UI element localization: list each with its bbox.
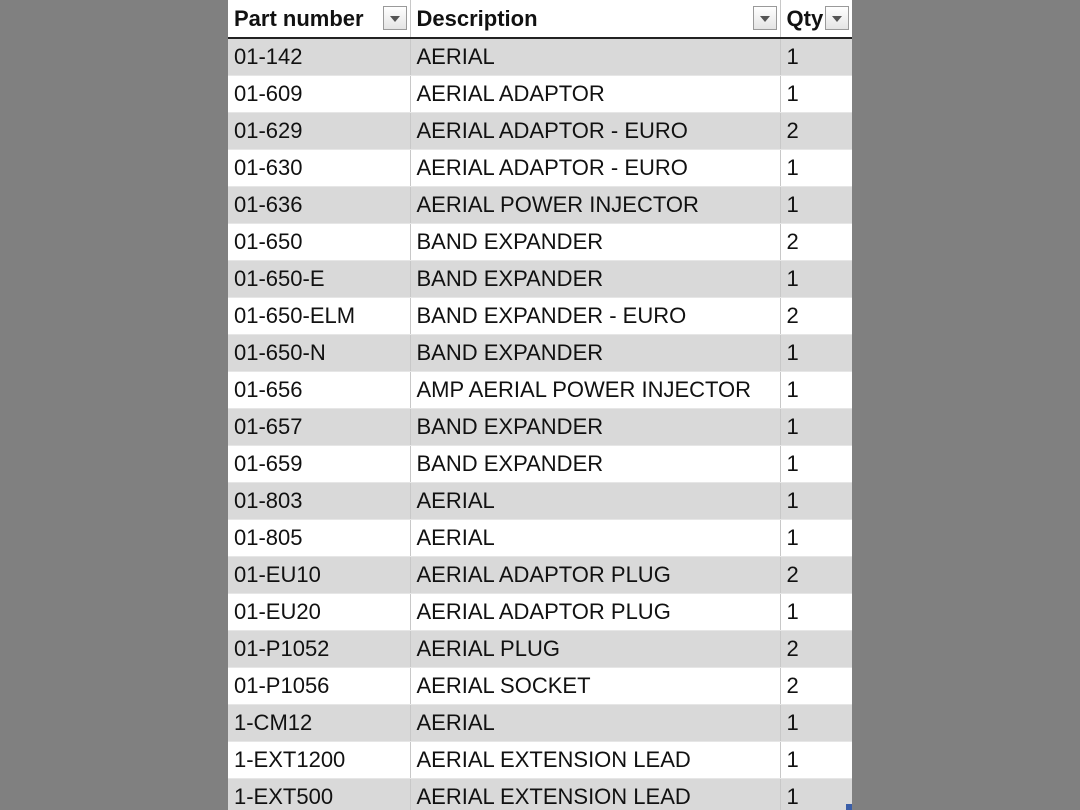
qty-filter-button[interactable] <box>825 6 849 30</box>
cell-qty[interactable]: 2 <box>780 557 852 594</box>
table-row[interactable] <box>228 224 852 261</box>
cell-description[interactable]: BAND EXPANDER <box>410 409 780 446</box>
table-row[interactable] <box>228 520 852 557</box>
cell-part-number[interactable]: 01-659 <box>228 446 410 483</box>
header-part-number-label: Part number <box>234 6 364 31</box>
cell-part-number[interactable]: 1-EXT1200 <box>228 742 410 779</box>
cell-part-number[interactable]: 01-EU20 <box>228 594 410 631</box>
header-description[interactable] <box>410 0 780 38</box>
cell-qty[interactable]: 1 <box>780 520 852 557</box>
table-row[interactable] <box>228 150 852 187</box>
cell-description[interactable]: AERIAL ADAPTOR <box>410 76 780 113</box>
chevron-down-icon <box>390 16 400 22</box>
cell-description[interactable]: AERIAL EXTENSION LEAD <box>410 779 780 810</box>
cell-description[interactable]: AERIAL EXTENSION LEAD <box>410 742 780 779</box>
cell-part-number[interactable]: 01-P1052 <box>228 631 410 668</box>
cell-qty[interactable]: 2 <box>780 113 852 150</box>
table-row[interactable] <box>228 594 852 631</box>
cell-description[interactable]: AERIAL POWER INJECTOR <box>410 187 780 224</box>
cell-qty[interactable]: 1 <box>780 150 852 187</box>
table-row[interactable] <box>228 38 852 76</box>
cell-part-number[interactable]: 01-630 <box>228 150 410 187</box>
cell-part-number[interactable]: 01-142 <box>228 38 410 76</box>
cell-description[interactable]: AERIAL ADAPTOR - EURO <box>410 150 780 187</box>
cell-part-number[interactable]: 1-CM12 <box>228 705 410 742</box>
cell-qty[interactable]: 1 <box>780 187 852 224</box>
cell-qty[interactable]: 1 <box>780 261 852 298</box>
table-row[interactable] <box>228 113 852 150</box>
cell-qty[interactable]: 1 <box>780 446 852 483</box>
part-number-filter-button[interactable] <box>383 6 407 30</box>
table-row[interactable] <box>228 779 852 810</box>
cell-qty[interactable]: 2 <box>780 224 852 261</box>
cell-qty[interactable]: 2 <box>780 631 852 668</box>
cell-description[interactable]: BAND EXPANDER <box>410 224 780 261</box>
cell-qty[interactable]: 1 <box>780 372 852 409</box>
cell-qty[interactable]: 1 <box>780 38 852 76</box>
cell-description[interactable]: BAND EXPANDER - EURO <box>410 298 780 335</box>
table-row[interactable] <box>228 335 852 372</box>
cell-description[interactable]: AERIAL SOCKET <box>410 668 780 705</box>
table-row[interactable] <box>228 261 852 298</box>
description-filter-button[interactable] <box>753 6 777 30</box>
table-resize-handle[interactable] <box>846 804 852 810</box>
cell-part-number[interactable]: 01-609 <box>228 76 410 113</box>
cell-description[interactable]: AERIAL ADAPTOR PLUG <box>410 594 780 631</box>
cell-description[interactable]: AMP AERIAL POWER INJECTOR <box>410 372 780 409</box>
header-qty-label: Qty <box>786 6 824 31</box>
header-description-label: Description <box>416 6 538 31</box>
table-row[interactable] <box>228 742 852 779</box>
table-row[interactable] <box>228 668 852 705</box>
cell-part-number[interactable]: 01-650-E <box>228 261 410 298</box>
cell-description[interactable]: AERIAL ADAPTOR PLUG <box>410 557 780 594</box>
cell-description[interactable]: BAND EXPANDER <box>410 446 780 483</box>
cell-part-number[interactable]: 1-EXT500 <box>228 779 410 810</box>
cell-qty[interactable]: 1 <box>780 409 852 446</box>
spreadsheet-table <box>228 0 852 810</box>
table-row[interactable] <box>228 409 852 446</box>
cell-qty[interactable]: 1 <box>780 594 852 631</box>
table-row[interactable] <box>228 557 852 594</box>
table-row[interactable] <box>228 187 852 224</box>
cell-description[interactable]: BAND EXPANDER <box>410 261 780 298</box>
cell-description[interactable]: AERIAL <box>410 38 780 76</box>
chevron-down-icon <box>832 16 842 22</box>
cell-description[interactable]: BAND EXPANDER <box>410 335 780 372</box>
table-row[interactable] <box>228 705 852 742</box>
parts-table <box>228 0 852 810</box>
cell-part-number[interactable]: 01-629 <box>228 113 410 150</box>
cell-qty[interactable]: 1 <box>780 705 852 742</box>
cell-qty[interactable]: 1 <box>780 483 852 520</box>
cell-qty[interactable]: 1 <box>780 742 852 779</box>
cell-description[interactable]: AERIAL <box>410 520 780 557</box>
chevron-down-icon <box>760 16 770 22</box>
table-row[interactable] <box>228 446 852 483</box>
header-qty[interactable] <box>780 0 852 38</box>
cell-description[interactable]: AERIAL <box>410 483 780 520</box>
cell-part-number[interactable]: 01-656 <box>228 372 410 409</box>
cell-description[interactable]: AERIAL <box>410 705 780 742</box>
cell-description[interactable]: AERIAL ADAPTOR - EURO <box>410 113 780 150</box>
cell-part-number[interactable]: 01-P1056 <box>228 668 410 705</box>
cell-description[interactable]: AERIAL PLUG <box>410 631 780 668</box>
cell-qty[interactable]: 2 <box>780 668 852 705</box>
cell-part-number[interactable]: 01-650 <box>228 224 410 261</box>
cell-qty[interactable]: 1 <box>780 779 852 810</box>
header-row <box>228 0 852 38</box>
cell-part-number[interactable]: 01-657 <box>228 409 410 446</box>
cell-part-number[interactable]: 01-EU10 <box>228 557 410 594</box>
cell-part-number[interactable]: 01-650-ELM <box>228 298 410 335</box>
table-row[interactable] <box>228 631 852 668</box>
cell-qty[interactable]: 1 <box>780 335 852 372</box>
cell-part-number[interactable]: 01-803 <box>228 483 410 520</box>
table-row[interactable] <box>228 372 852 409</box>
cell-qty[interactable]: 2 <box>780 298 852 335</box>
cell-part-number[interactable]: 01-805 <box>228 520 410 557</box>
cell-part-number[interactable]: 01-650-N <box>228 335 410 372</box>
table-row[interactable] <box>228 483 852 520</box>
header-part-number[interactable] <box>228 0 410 38</box>
cell-part-number[interactable]: 01-636 <box>228 187 410 224</box>
table-row[interactable] <box>228 298 852 335</box>
cell-qty[interactable]: 1 <box>780 76 852 113</box>
table-row[interactable] <box>228 76 852 113</box>
